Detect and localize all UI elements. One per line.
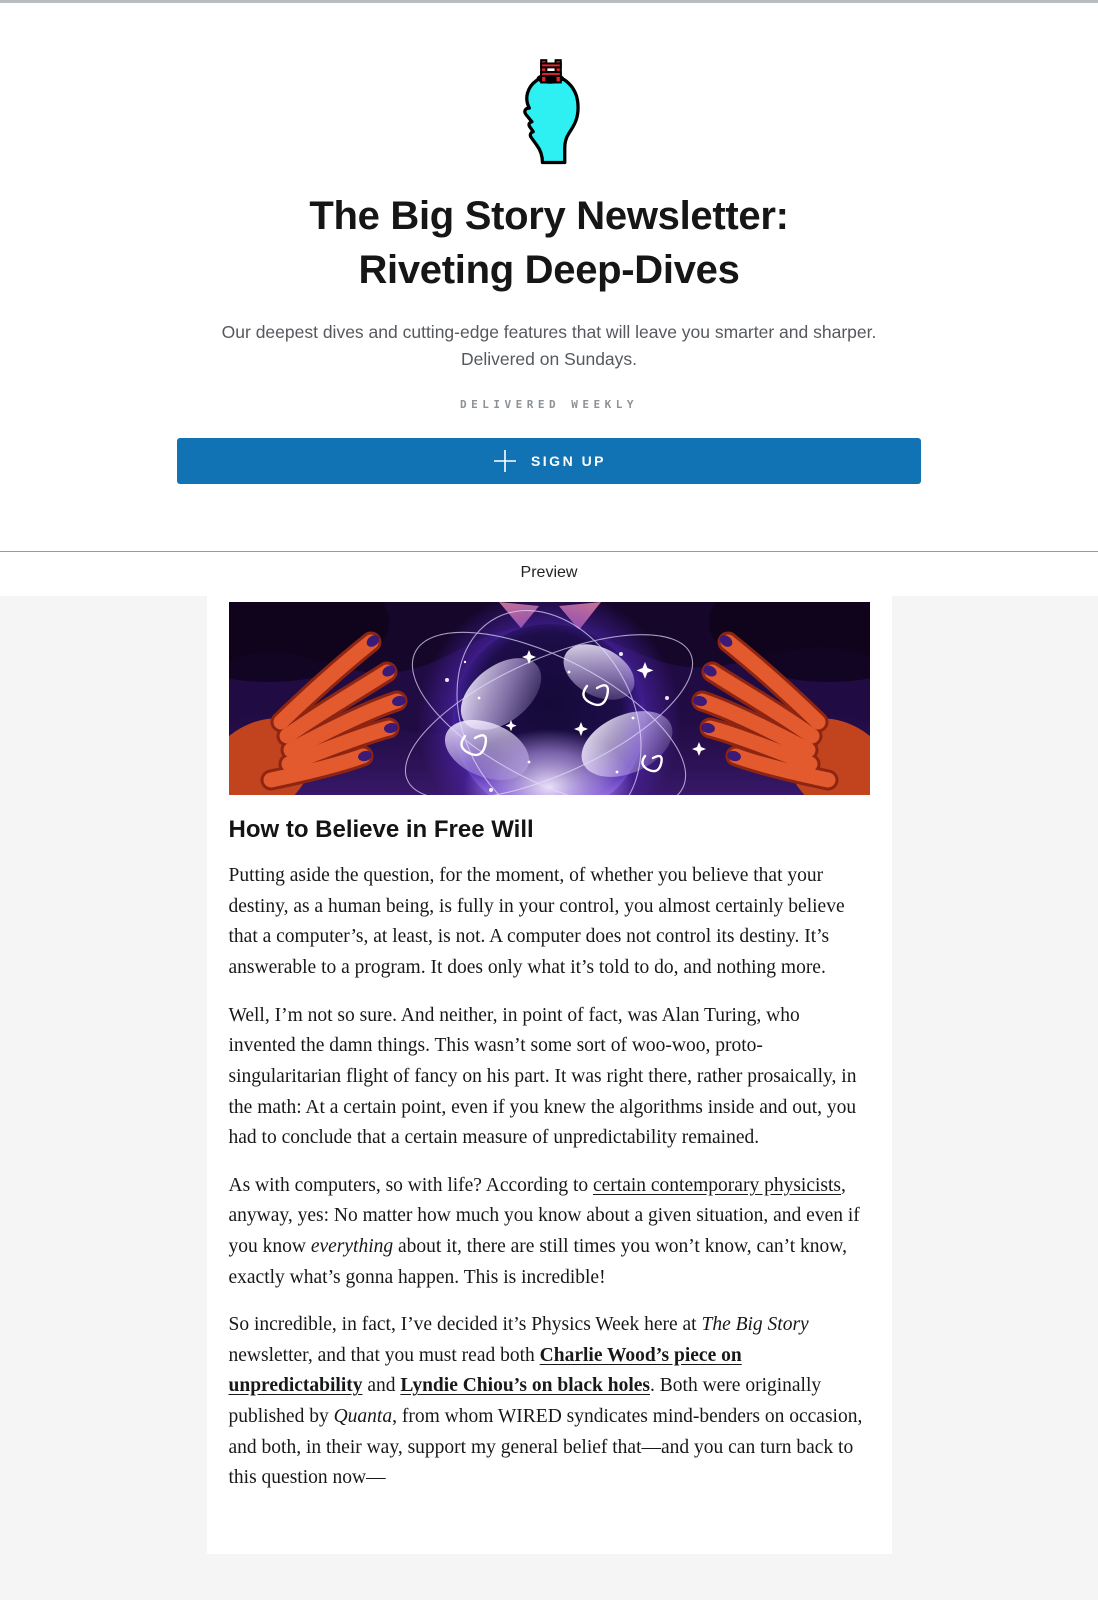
- inline-link[interactable]: Lyndie Chiou’s on black holes: [400, 1375, 651, 1397]
- article-paragraph: [229, 1001, 870, 1154]
- text-run: As with computers, so with life? According to: [228, 1174, 593, 1196]
- inline-link[interactable]: Charlie Wood’s piece on unpredictability: [228, 1344, 742, 1397]
- newsletter-title: [0, 189, 1098, 297]
- article-paragraph: [229, 1171, 870, 1293]
- text-run: , anyway, yes: No matter how much you know about a given situation, and even if you know: [228, 1174, 860, 1257]
- italic-text: The Big Story: [701, 1314, 809, 1336]
- newsletter-header: [0, 3, 1098, 484]
- text-run: Putting aside the question, for the moment, of whether you believe that your destiny, as a human being, is fully in your control, you almost certainly believe that a computer’s, at least, is not. A computer does not control its destiny. It’s answerable to a program. It does only what it’s told to do, and nothing more.: [228, 865, 845, 979]
- text-run: newsletter, and that you must read both: [228, 1344, 540, 1366]
- newsletter-description: Our deepest dives and cutting-edge features that will leave you smarter and sharper. Delivered on Sundays.: [221, 322, 877, 370]
- preview-label: Preview: [0, 552, 1098, 596]
- email-preview-body: [207, 596, 892, 1554]
- article-heading: How to Believe in Free Will: [228, 816, 534, 844]
- newsletter-preview-region: [0, 596, 1098, 1600]
- text-run: So incredible, in fact, I’ve decided it’s Physics Week here at: [228, 1314, 702, 1336]
- italic-text: Quanta: [333, 1406, 393, 1427]
- text-run: and: [362, 1375, 401, 1397]
- article-paragraph: [229, 1310, 870, 1494]
- italic-text: everything: [310, 1235, 394, 1257]
- newsletter-title-line1: The Big Story Newsletter:: [309, 194, 789, 238]
- plus-icon: [492, 448, 518, 474]
- sign-up-button[interactable]: [177, 438, 921, 484]
- text-run: . Both were originally published by: [228, 1375, 822, 1427]
- newsletter-title-line2: Riveting Deep-Dives: [358, 248, 740, 292]
- article-paragraph: [229, 861, 870, 983]
- hero-image: [229, 602, 870, 795]
- text-run: Well, I’m not so sure. And neither, in point of fact, was Alan Turing, who invented the damn things. This wasn’t some sort of woo-woo, proto-singularitarian flight of fancy on his part. It was right there, rather prosaically, in the math: At a certain point, even if you knew the algorithms inside and out, you had to conclude that a certain measure of unpredictability remained.: [228, 1004, 857, 1149]
- inline-link[interactable]: certain contemporary physicists: [592, 1174, 841, 1196]
- text-run: , from whom WIRED syndicates mind-benders on occasion, and both, in their way, support my general belief that—and you can turn back to this question now—: [228, 1406, 863, 1489]
- text-run: about it, there are still times you won’t know, can’t know, exactly what’s gonna happen. This is incredible!: [228, 1235, 847, 1288]
- sign-up-button-label: SIGN UP: [530, 453, 607, 470]
- delivery-frequency-label: DELIVERED WEEKLY: [460, 398, 638, 412]
- article-body: [229, 861, 870, 1494]
- head-ladder-logo-icon: [0, 53, 1098, 171]
